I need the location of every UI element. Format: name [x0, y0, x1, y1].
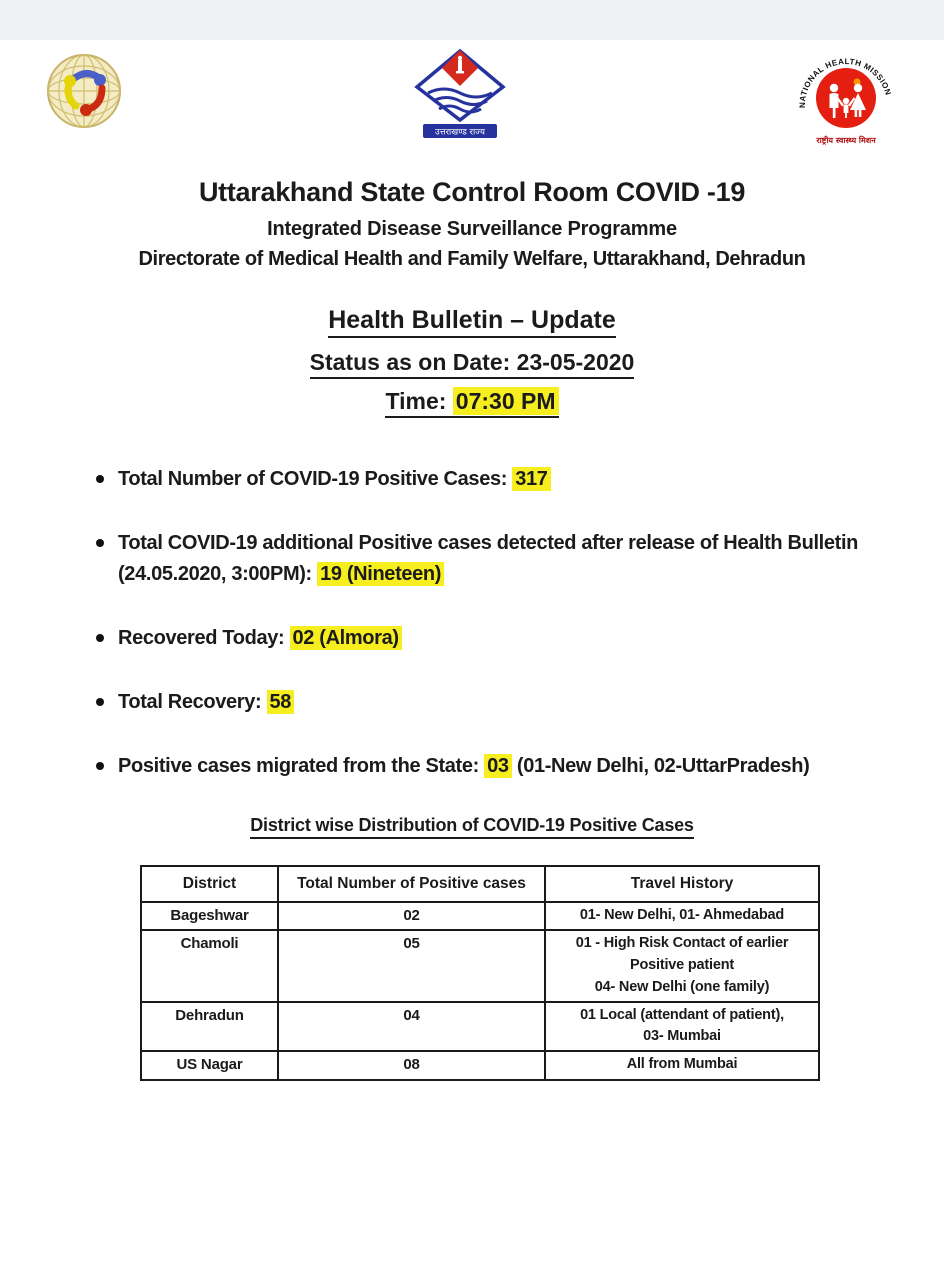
status-time-line	[0, 388, 944, 418]
district-cell: Bageshwar	[141, 902, 278, 931]
summary-bullet-list	[88, 464, 882, 782]
table-row-dehradun	[141, 1002, 819, 1052]
scan-edge-strip	[0, 0, 944, 40]
travel-cell: All from Mumbai	[545, 1051, 819, 1080]
total-positive-value: 317	[512, 467, 550, 491]
document-header	[0, 176, 944, 272]
district-cell: Dehradun	[141, 1002, 278, 1052]
column-header-travel: Travel History	[545, 866, 819, 902]
total-recovery-value: 58	[267, 690, 295, 714]
additional-cases-value: 19 (Nineteen)	[317, 562, 444, 586]
cases-cell: 02	[278, 902, 545, 931]
org-department: Directorate of Medical Health and Family Welfare, Uttarakhand, Dehradun	[138, 247, 806, 270]
bulletin-heading-block	[0, 306, 944, 418]
time-label: Time:	[385, 387, 453, 414]
time-value-highlight: 07:30 PM	[453, 387, 559, 415]
district-cell: Chamoli	[141, 930, 278, 1001]
emblem-caption: उत्तराखण्ड राज्य	[435, 127, 485, 138]
nhm-logo-icon	[796, 52, 896, 148]
bullet-additional-cases: Total COVID-19 additional Positive cases detected after release of Health Bulletin (24.05.2020, 3:00PM): 19 (Nineteen)	[88, 528, 882, 590]
idsp-logo-icon	[44, 50, 124, 130]
cases-cell: 04	[278, 1002, 545, 1052]
cases-cell: 08	[278, 1051, 545, 1080]
bullet-total-recovery: Total Recovery: 58	[88, 687, 882, 718]
district-table-heading: District wise Distribution of COVID-19 Positive Cases	[0, 815, 944, 839]
org-title: Uttarakhand State Control Room COVID -19	[198, 177, 746, 207]
nhm-arc-text: NATIONAL HEALTH MISSION	[797, 56, 893, 109]
nhm-caption: राष्ट्रीय स्वास्थ्य मिशन	[816, 136, 876, 145]
column-header-cases: Total Number of Positive cases	[278, 866, 545, 902]
travel-cell: 01 - High Risk Contact of earlier Positive patient 04- New Delhi (one family)	[545, 930, 819, 1001]
column-header-district: District	[141, 866, 278, 902]
cases-cell: 05	[278, 930, 545, 1001]
bullet-migrated-cases: Positive cases migrated from the State: 03 (01-New Delhi, 02-UttarPradesh)	[88, 751, 882, 782]
travel-cell: 01- New Delhi, 01- Ahmedabad	[545, 902, 819, 931]
status-date-line: Status as on Date: 23-05-2020	[0, 349, 944, 379]
logo-row	[0, 40, 944, 144]
bullet-total-positive: Total Number of COVID-19 Positive Cases: 317	[88, 464, 882, 495]
migrated-cases-value: 03	[484, 754, 512, 778]
uttarakhand-emblem-icon	[413, 48, 507, 140]
table-row-us-nagar	[141, 1051, 819, 1080]
table-row-bageshwar	[141, 902, 819, 931]
district-distribution-table	[140, 865, 820, 1081]
table-row-chamoli	[141, 930, 819, 1001]
district-cell: US Nagar	[141, 1051, 278, 1080]
bulletin-title: Health Bulletin – Update	[0, 306, 944, 338]
travel-cell: 01 Local (attendant of patient), 03- Mumbai	[545, 1002, 819, 1052]
bullet-recovered-today: Recovered Today: 02 (Almora)	[88, 623, 882, 654]
org-subtitle: Integrated Disease Surveillance Programme	[267, 217, 677, 240]
recovered-today-value: 02 (Almora)	[290, 626, 402, 650]
table-header-row	[141, 866, 819, 902]
